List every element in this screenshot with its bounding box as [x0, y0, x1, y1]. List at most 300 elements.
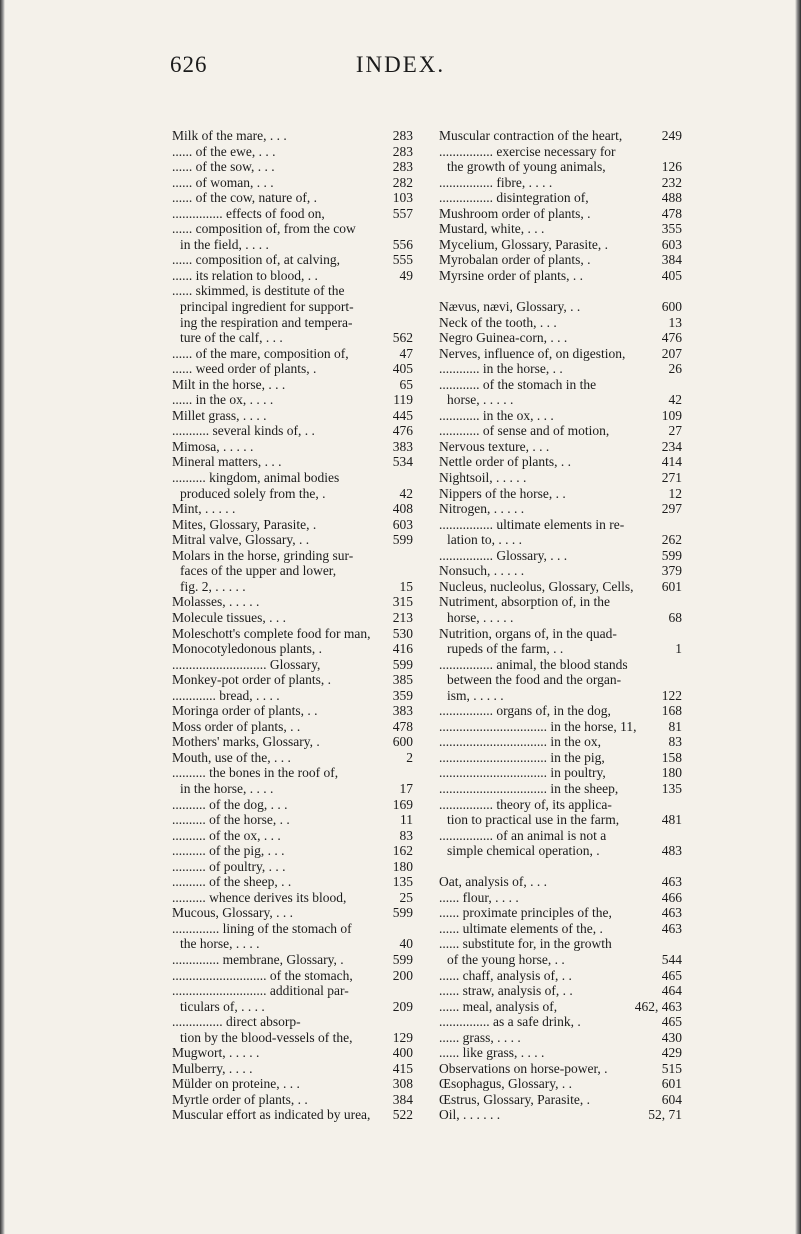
index-entry [172, 315, 413, 331]
index-entry [439, 454, 682, 470]
index-entry [439, 1107, 682, 1123]
index-entry [439, 315, 682, 331]
index-entry-text: ............ in the horse, . . [439, 361, 563, 377]
index-entry [439, 268, 682, 284]
index-entry-text: ............... effects of food on, [172, 205, 325, 221]
index-entry-page: 2 [406, 749, 413, 765]
index-entry [172, 501, 413, 517]
index-entry-text: ............ in the ox, . . . [439, 407, 554, 423]
index-entry-text: Muscular contraction of the heart, [439, 128, 623, 143]
index-entry-text: in the horse, . . . . [180, 780, 274, 796]
index-entry-text: Nerves, influence of, on digestion, [439, 345, 626, 361]
index-entry-text: Moleschott's complete food for man, [172, 625, 371, 641]
index-entry-text: ...... meal, analysis of, [439, 998, 558, 1014]
index-entry-text: Nucleus, nucleolus, Glossary, Cells, [439, 578, 634, 594]
index-entry-page: 232 [661, 174, 682, 190]
index-entry-text: ...... straw, analysis of, . . [439, 983, 573, 999]
index-entry-page: 200 [392, 967, 413, 983]
index-entry [439, 641, 682, 657]
index-entry-text: Nonsuch, . . . . . [439, 563, 525, 579]
index-entry-page: 384 [661, 252, 682, 268]
index-entry-page: 405 [392, 361, 413, 377]
index-entry [439, 221, 682, 237]
index-entry-text: Moss order of plants, . . [172, 718, 301, 734]
index-entry-text: Mothers' marks, Glossary, . [172, 734, 320, 750]
index-entry-text: ...... its relation to blood, . . [172, 267, 318, 283]
index-entry [439, 1092, 682, 1108]
index-entry-page: 462, 463 [634, 998, 682, 1014]
index-entry-page: 308 [392, 1076, 413, 1092]
index-entry [172, 1014, 413, 1030]
index-entry [172, 688, 413, 704]
index-entry [172, 1092, 413, 1108]
index-entry [439, 423, 682, 439]
index-entry [172, 921, 413, 937]
index-entry-page: 599 [392, 656, 413, 672]
index-entry-page: 315 [392, 594, 413, 610]
index-entry-text: Nightsoil, . . . . . [439, 470, 527, 486]
index-entry-text: Milt in the horse, . . . [172, 376, 286, 392]
index-entry-page: 445 [392, 407, 413, 423]
index-entry [439, 206, 682, 222]
page-number: 626 [170, 52, 208, 77]
index-entry-text: Mushroom order of plants, . [439, 205, 591, 221]
index-entry-text: Nutrition, organs of, in the quad- [439, 625, 617, 641]
index-entry-page: 488 [661, 190, 682, 206]
index-entry [172, 765, 413, 781]
index-entry-text: ...... ultimate elements of the, . [439, 920, 603, 936]
index-entry-text: produced solely from the, . [180, 485, 326, 501]
index-entry [172, 890, 413, 906]
index-entry [172, 517, 413, 533]
index-entry-text: Mugwort, . . . . . [172, 1045, 260, 1061]
index-entry-page: 83 [668, 734, 682, 750]
index-entry [439, 610, 682, 626]
index-entry [172, 999, 413, 1015]
index-entry-text: Mouth, use of the, . . . [172, 749, 291, 765]
index-entry-page: 463 [661, 874, 682, 890]
index-entry [439, 750, 682, 766]
index-entry-text: Nævus, nævi, Glossary, . . [439, 299, 581, 315]
index-entry-page: 478 [392, 718, 413, 734]
index-entry [439, 936, 682, 952]
index-entry [172, 206, 413, 222]
index-entry-text: ................................ in the sheep, [439, 780, 619, 796]
index-entry [172, 190, 413, 206]
index-entry-text: Mustard, white, . . . [439, 221, 545, 237]
index-entry [172, 1045, 413, 1061]
index-entry [172, 672, 413, 688]
index-entry [172, 983, 413, 999]
index-entry-text: ............... as a safe drink, . [439, 1014, 581, 1030]
index-entry-page: 283 [392, 159, 413, 175]
index-entry [439, 190, 682, 206]
index-entry-text: ................................ in the pig, [439, 749, 605, 765]
index-entry-text: ...... of the mare, composition of, [172, 345, 349, 361]
index-entry [439, 812, 682, 828]
index-entry-text: ................ exercise necessary for [439, 143, 616, 159]
index-entry-page: 405 [661, 267, 682, 283]
index-entry [439, 952, 682, 968]
index-entry-text: ................ theory of, its applica- [439, 796, 612, 812]
index-entry [172, 392, 413, 408]
index-entry [439, 346, 682, 362]
index-entry-page: 135 [392, 874, 413, 890]
index-entry [439, 175, 682, 191]
index-entry-page: 383 [392, 438, 413, 454]
index-entry-page: 544 [661, 951, 682, 967]
index-entry [172, 1061, 413, 1077]
index-entry-page: 465 [661, 1014, 682, 1030]
index-entry-page: 15 [399, 578, 413, 594]
index-entry [439, 470, 682, 486]
index-entry-page: 599 [392, 951, 413, 967]
index-entry-page: 297 [661, 501, 682, 517]
index-entry-page: 464 [661, 983, 682, 999]
index-entry-text: .......... of the horse, . . [172, 812, 290, 828]
index-entry [439, 517, 682, 533]
index-entry-text: ...... of woman, . . . [172, 174, 274, 190]
index-entry [172, 594, 413, 610]
index-entry-page: 135 [661, 780, 682, 796]
index-entry-text: in the field, . . . . [180, 236, 269, 252]
index-entry [172, 454, 413, 470]
index-entry-page: 42 [668, 392, 682, 408]
index-entry-page: 169 [392, 796, 413, 812]
index-entry-page: 601 [661, 578, 682, 594]
index-entry [439, 144, 682, 160]
index-entry [172, 252, 413, 268]
index-entry-page: 522 [392, 1107, 413, 1123]
index-entry-page: 379 [661, 563, 682, 579]
index-entry-text: .......... kingdom, animal bodies [172, 470, 340, 486]
index-entry-page: 207 [661, 345, 682, 361]
index-entry-page: 65 [399, 376, 413, 392]
index-entry-page: 168 [661, 703, 682, 719]
index-column-left [172, 128, 413, 1123]
index-entry-page: 478 [661, 205, 682, 221]
index-entry-page: 25 [399, 889, 413, 905]
index-entry-page: 604 [661, 1091, 682, 1107]
index-entry [439, 734, 682, 750]
index-entry [439, 765, 682, 781]
index-entry-page: 408 [392, 501, 413, 517]
index-entry-page: 555 [392, 252, 413, 268]
index-entry-page: 476 [661, 330, 682, 346]
index-entry-page: 162 [392, 843, 413, 859]
index-entry [172, 159, 413, 175]
index-entry [172, 237, 413, 253]
index-entry-text: lation to, . . . . [447, 532, 522, 548]
index-entry [172, 610, 413, 626]
index-entry-text: tion to practical use in the farm, [447, 812, 620, 828]
index-entry-text: ............... direct absorp- [172, 1014, 301, 1030]
index-entry-text: Œsophagus, Glossary, . . [439, 1076, 572, 1092]
index-entry-page: 465 [661, 967, 682, 983]
index-entry [172, 175, 413, 191]
index-entry-text: ...... flour, . . . . [439, 889, 519, 905]
index-entry-page: 12 [668, 485, 682, 501]
index-entry [172, 408, 413, 424]
index-entry-page: 262 [661, 532, 682, 548]
index-entry-text: Nippers of the horse, . . [439, 485, 566, 501]
index-entry-page: 283 [392, 128, 413, 143]
index-entry-text: ture of the calf, . . . [180, 330, 283, 346]
index-entry [172, 221, 413, 237]
index-entry [439, 361, 682, 377]
index-entry-page: 122 [661, 687, 682, 703]
index-entry [439, 1061, 682, 1077]
index-entry-text: ism, . . . . . [447, 687, 504, 703]
index-entry-text: Mülder on proteine, . . . [172, 1076, 300, 1092]
index-entry-text: Neck of the tooth, . . . [439, 314, 557, 330]
index-entry-page: 384 [392, 1091, 413, 1107]
index-entry [172, 781, 413, 797]
index-entry-page: 534 [392, 454, 413, 470]
index-entry-page: 603 [392, 516, 413, 532]
index-entry-page: 47 [399, 345, 413, 361]
index-entry-page: 463 [661, 905, 682, 921]
index-entry-text: ...... weed order of plants, . [172, 361, 317, 377]
index-entry-text: Myrtle order of plants, . . [172, 1091, 308, 1107]
index-entry-page: 40 [399, 936, 413, 952]
index-entry [439, 532, 682, 548]
index-entry-text: .............. membrane, Glossary, . [172, 951, 344, 967]
index-entry-text: Nitrogen, . . . . . [439, 501, 525, 517]
index-entry [439, 128, 682, 144]
index-entry-page: 234 [661, 438, 682, 454]
index-entry [439, 501, 682, 517]
index-entry-page: 463 [661, 920, 682, 936]
index-entry-page: 13 [668, 314, 682, 330]
index-entry-text: ...... chaff, analysis of, . . [439, 967, 572, 983]
index-entry-page: 26 [668, 361, 682, 377]
index-entry [172, 719, 413, 735]
index-entry-text: ........... several kinds of, . . [172, 423, 315, 439]
index-entry [172, 144, 413, 160]
index-entry-text: .......... of the ox, . . . [172, 827, 281, 843]
index-entry-text: Oat, analysis of, . . . [439, 874, 547, 890]
index-entry-text: fig. 2, . . . . . [180, 578, 246, 594]
index-entry-text: Negro Guinea-corn, . . . [439, 330, 568, 346]
index-entry [439, 1076, 682, 1092]
index-entry-text: ............. bread, . . . . [172, 687, 280, 703]
index-entry-text: the horse, . . . . [180, 936, 260, 952]
index-entry-page: 355 [661, 221, 682, 237]
index-entry-text: ...... composition of, at calving, [172, 252, 340, 268]
index-entry [172, 626, 413, 642]
index-entry [172, 952, 413, 968]
index-entry [172, 299, 413, 315]
index-entry-text: ................ organs of, in the dog, [439, 703, 611, 719]
index-entry-page: 49 [399, 267, 413, 283]
index-entry [439, 377, 682, 393]
index-entry-text: ................................ in poultry, [439, 765, 606, 781]
index-entry [172, 361, 413, 377]
index-entry-text: ...... proximate principles of the, [439, 905, 612, 921]
index-entry-text: ............................ Glossary, [172, 656, 321, 672]
index-entry-text: ................ animal, the blood stands [439, 656, 628, 672]
index-entry-text: ................................ in the horse, 11, [439, 718, 637, 734]
index-entry-text: ...... grass, . . . . [439, 1029, 521, 1045]
index-entry-text: ...... in the ox, . . . . [172, 392, 274, 408]
index-entry-page: 429 [661, 1045, 682, 1061]
index-entry-text: .......... whence derives its blood, [172, 889, 347, 905]
index-entry-page: 530 [392, 625, 413, 641]
page-edge-right [795, 0, 801, 1234]
index-entry [439, 252, 682, 268]
index-entry [439, 330, 682, 346]
index-entry-text: Molasses, . . . . . [172, 594, 260, 610]
index-entry-text: Observations on horse-power, . [439, 1060, 608, 1076]
index-entry-text: Monocotyledonous plants, . [172, 641, 322, 657]
index-entry-text: ...... substitute for, in the growth [439, 936, 612, 952]
index-entry [172, 1107, 413, 1123]
index-entry [439, 719, 682, 735]
index-entry [439, 408, 682, 424]
index-entry-text: Mitral valve, Glossary, . . [172, 532, 310, 548]
index-entry [172, 797, 413, 813]
index-entry-text: Nettle order of plants, . . [439, 454, 571, 470]
index-entry-text: Milk of the mare, . . . [172, 128, 287, 143]
index-entry [172, 905, 413, 921]
index-entry-page: 103 [392, 190, 413, 206]
index-entry-text: horse, . . . . . [447, 609, 514, 625]
index-entry-text: Mimosa, . . . . . [172, 438, 254, 454]
index-entry-page: 282 [392, 174, 413, 190]
index-entry-text: ...... like grass, . . . . [439, 1045, 545, 1061]
index-entry-text: ................ ultimate elements in re- [439, 516, 625, 532]
index-entry-page: 11 [400, 812, 413, 828]
index-entry [439, 237, 682, 253]
index-entry-page: 600 [392, 734, 413, 750]
index-entry [439, 859, 682, 875]
index-entry-page: 599 [661, 547, 682, 563]
index-entry-page: 52, 71 [648, 1107, 682, 1123]
index-entry-text: principal ingredient for support- [180, 299, 354, 315]
index-entry-text: ................................ in the ox, [439, 734, 601, 750]
index-entry-page: 515 [661, 1060, 682, 1076]
index-entry-page: 481 [661, 812, 682, 828]
index-entry [172, 486, 413, 502]
index-entry-page: 271 [661, 470, 682, 486]
index-entry [439, 843, 682, 859]
index-entry-page: 603 [661, 236, 682, 252]
index-entry-text: ............ of the stomach in the [439, 376, 597, 392]
index-entry [439, 1045, 682, 1061]
index-entry-page: 180 [661, 765, 682, 781]
index-entry [172, 657, 413, 673]
index-entry-text: Mycelium, Glossary, Parasite, . [439, 236, 608, 252]
index-entry-page: 601 [661, 1076, 682, 1092]
index-entry [172, 936, 413, 952]
index-entry [172, 641, 413, 657]
index-entry [439, 299, 682, 315]
index-entry [439, 921, 682, 937]
page-header [0, 52, 801, 92]
index-entry-text: ............................ additional par- [172, 983, 349, 999]
index-entry-text: Mint, . . . . . [172, 501, 236, 517]
index-entry-text: ................ disintegration of, [439, 190, 589, 206]
index-entry-text: Myrobalan order of plants, . [439, 252, 591, 268]
index-entry-text: faces of the upper and lower, [180, 563, 337, 579]
index-entry [439, 983, 682, 999]
index-entry-text: of the young horse, . . [447, 951, 565, 967]
index-entry [172, 812, 413, 828]
index-entry-page: 599 [392, 532, 413, 548]
index-entry [439, 392, 682, 408]
index-entry-text: Mites, Glossary, Parasite, . [172, 516, 317, 532]
index-entry [172, 548, 413, 564]
page-title: INDEX. [355, 52, 446, 77]
index-entry [439, 486, 682, 502]
index-entry-text: ................ of an animal is not a [439, 827, 607, 843]
index-entry [172, 268, 413, 284]
index-entry-page: 600 [661, 299, 682, 315]
index-entry [439, 1030, 682, 1046]
index-entry [439, 797, 682, 813]
index-entry-page: 249 [661, 128, 682, 143]
index-entry-page: 400 [392, 1045, 413, 1061]
index-entry-page: 414 [661, 454, 682, 470]
index-entry [439, 439, 682, 455]
index-entry [172, 579, 413, 595]
index-entry-text: ............ of sense and of motion, [439, 423, 610, 439]
index-entry-text: .............. lining of the stomach of [172, 920, 352, 936]
index-entry-text: ...... of the sow, . . . [172, 159, 275, 175]
index-entry [172, 843, 413, 859]
index-entry-text: tion by the blood-vessels of the, [180, 1029, 353, 1045]
index-entry-page: 42 [399, 485, 413, 501]
index-entry [172, 874, 413, 890]
index-entry-page: 430 [661, 1029, 682, 1045]
index-entry-page: 1 [675, 641, 682, 657]
index-entry [172, 128, 413, 144]
index-entry-text: the growth of young animals, [447, 159, 606, 175]
index-entry [439, 159, 682, 175]
index-entry-text: rupeds of the farm, . . [447, 641, 564, 657]
index-entry-text: ...... of the cow, nature of, . [172, 190, 317, 206]
index-entry [439, 890, 682, 906]
index-entry-text: Millet grass, . . . . [172, 407, 267, 423]
index-entry-page: 483 [661, 843, 682, 859]
index-entry-text: ...... skimmed, is destitute of the [172, 283, 345, 299]
index-entry-text: Moringa order of plants, . . [172, 703, 318, 719]
index-entry-text: Mucous, Glossary, . . . [172, 905, 293, 921]
index-entry-page: 109 [661, 407, 682, 423]
index-entry-page: 283 [392, 143, 413, 159]
index-entry [439, 1014, 682, 1030]
index-entry [172, 377, 413, 393]
index-entry [172, 1076, 413, 1092]
index-entry-text: .......... of the dog, . . . [172, 796, 288, 812]
index-entry-page: 83 [399, 827, 413, 843]
index-entry-page: 415 [392, 1060, 413, 1076]
index-entry [172, 563, 413, 579]
index-entry-text: Mulberry, . . . . [172, 1060, 253, 1076]
index-entry-text: Monkey-pot order of plants, . [172, 672, 331, 688]
index-entry [439, 548, 682, 564]
index-entry-page: 129 [392, 1029, 413, 1045]
index-entry-text: ticulars of, . . . . [180, 998, 265, 1014]
index-entry [439, 781, 682, 797]
index-entry-text: .......... of poultry, . . . [172, 858, 286, 874]
index-entry-page: 416 [392, 641, 413, 657]
index-entry-page: 562 [392, 330, 413, 346]
index-entry-page: 68 [668, 609, 682, 625]
index-entry [439, 688, 682, 704]
index-entry [439, 874, 682, 890]
